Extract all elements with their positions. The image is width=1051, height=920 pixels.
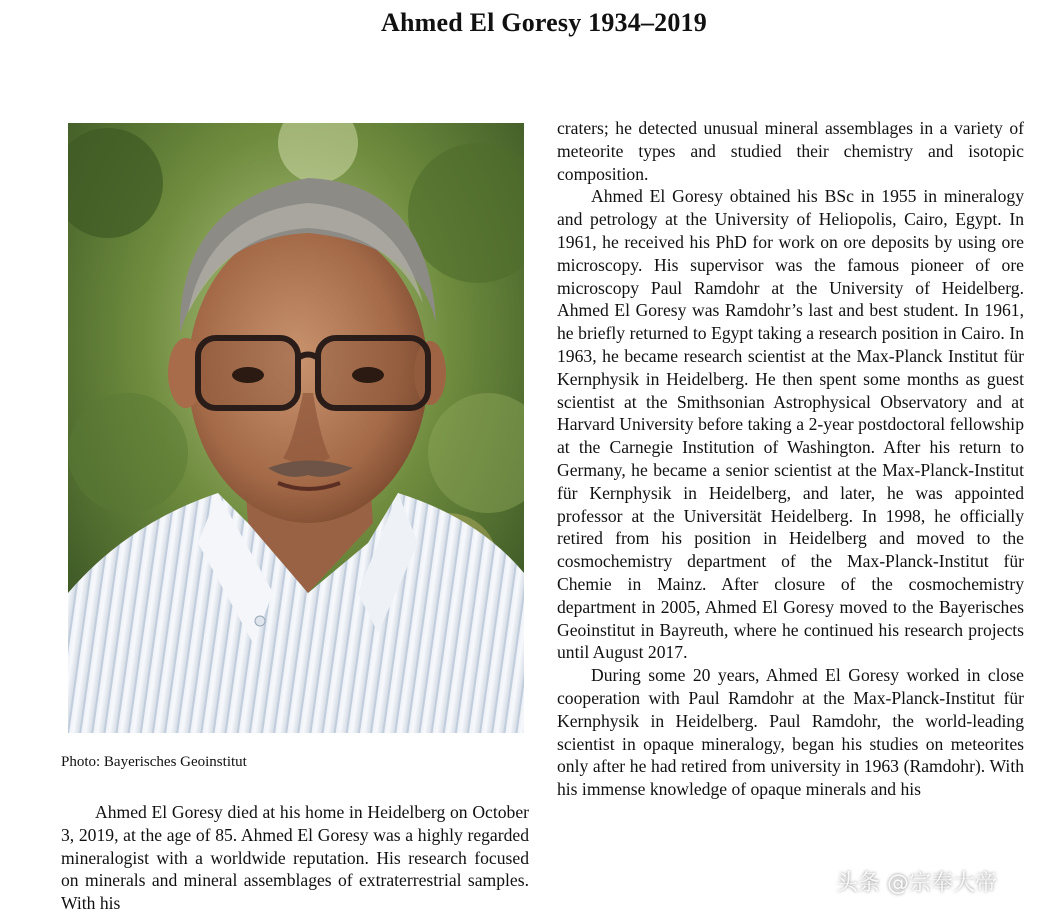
left-paragraph-1: Ahmed El Goresy died at his home in Heidelberg on October 3, 2019, at the age of 85. Ahmed El Goresy was a highly regarded mineralogist with a worldwide reputation. His research focused on minerals and mineral assemblages of extraterrestrial samples. With his [61, 802, 529, 914]
photo-caption: Photo: Bayerisches Geoinstitut [61, 754, 247, 770]
right-paragraph-2: Ahmed El Goresy obtained his BSc in 1955 in mineralogy and petrology at the University of Heliopolis, Cairo, Egypt. In 1961, he received his PhD for work on ore deposits by using ore microscopy. His supervisor was the famous pioneer of ore microscopy Paul Ramdohr at the University of Heidelberg. Ahmed El Goresy was Ramdohr’s last and best student. In 1961, he briefly returned to Egypt taking a research position in Cairo. In 1963, he became research scientist at the Max-Planck Institut für Kernphysik in Heidelberg. He then spent some months as guest scientist at the Smithsonian Astrophysical Observatory and at Harvard University before taking a 2-year postdoctoral fellowship at the Carnegie Institution of Washington. After his return to Germany, he became a senior scientist at the Max-Planck-Institut für Kernphysik in Heidelberg, and later, he was appointed professor at the Universität Heidelberg. In 1998, he officially retired from his position in Heidelberg and moved to the cosmochemistry department of the Max-Planck-Institut für Chemie in Mainz. After closure of the cosmochemistry department in 2005, Ahmed El Goresy moved to the Bayerisches Geoinstitut in Bayreuth, where he continued his research projects until August 2017. [557, 186, 1024, 663]
right-paragraph-3: During some 20 years, Ahmed El Goresy worked in close cooperation with Paul Ramdohr at the Max-Planck-Institut für Kernphysik in Heidelberg. Paul Ramdohr, the world-leading scientist in opaque mineralogy, began his studies on meteorites only after he had retired from university in 1963 (Ramdohr). With his immense knowledge of opaque minerals and his [557, 665, 1024, 800]
left-text-column [61, 801, 529, 915]
watermark: 头条 @宗奉大帝 [836, 871, 997, 896]
right-paragraph-1: craters; he detected unusual mineral assemblages in a variety of meteorite types and studied their chemistry and isotopic composition. [557, 118, 1024, 184]
right-text-column [557, 117, 1024, 801]
portrait-photo [68, 123, 524, 733]
page-title: Ahmed El Goresy 1934–2019 [381, 8, 707, 37]
